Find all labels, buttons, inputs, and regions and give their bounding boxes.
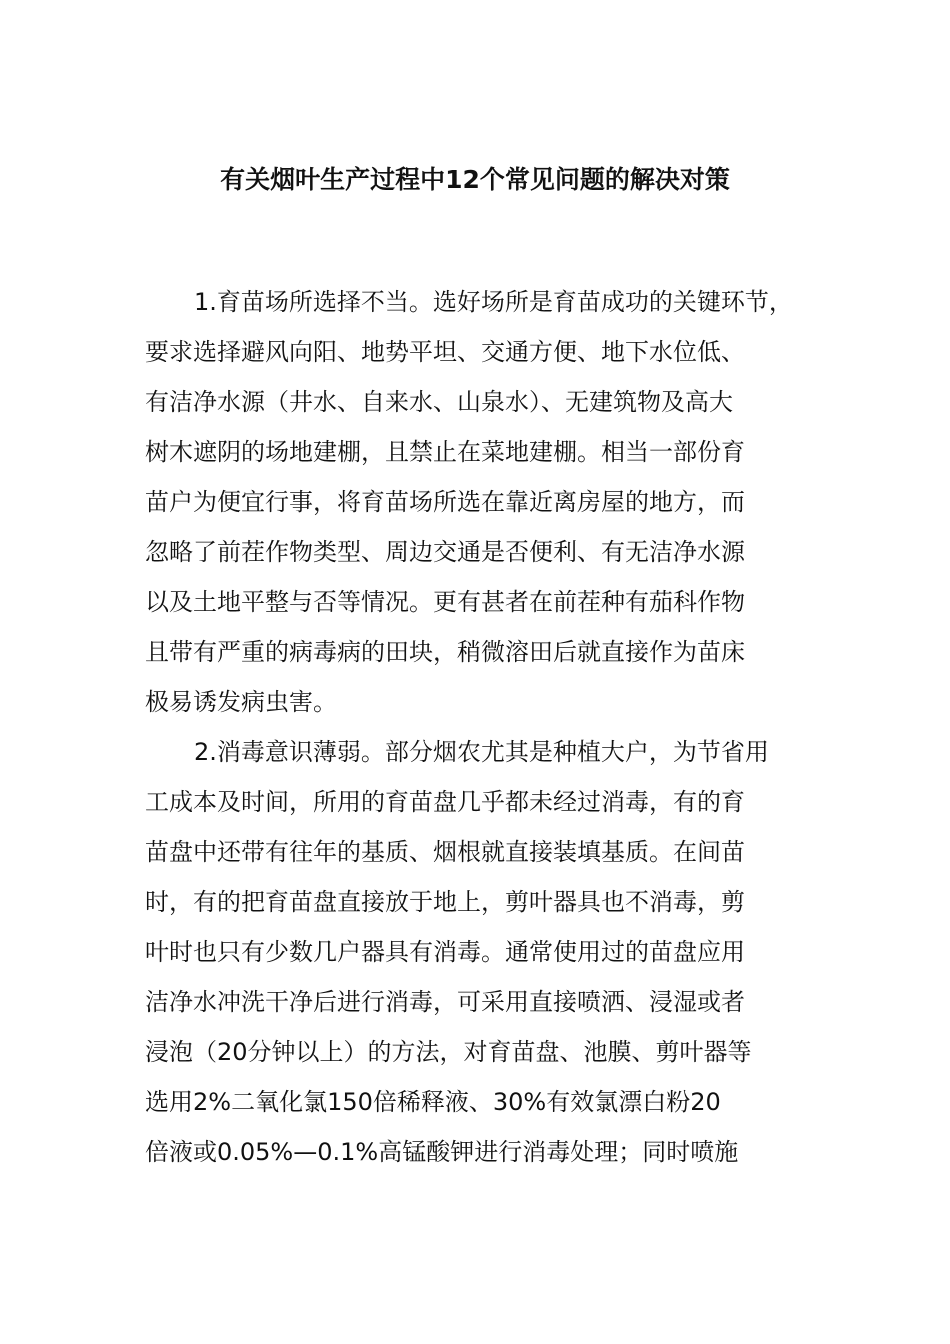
paragraph-line: 时，有的把育苗盘直接放于地上，剪叶器具也不消毒，剪 bbox=[145, 888, 745, 916]
paragraph-line: 浸泡（20分钟以上）的方法，对育苗盘、池膜、剪叶器等 bbox=[145, 1038, 752, 1066]
paragraph-line: 要求选择避风向阳、地势平坦、交通方便、地下水位低、 bbox=[145, 338, 745, 366]
paragraph-line: 倍液或0.05%—0.1%高锰酸钾进行消毒处理；同时喷施 bbox=[145, 1138, 739, 1166]
paragraph-line: 有洁净水源（井水、自来水、山泉水）、无建筑物及高大 bbox=[145, 388, 733, 416]
paragraph-line: 洁净水冲洗干净后进行消毒，可采用直接喷洒、浸湿或者 bbox=[145, 988, 745, 1016]
paragraph-line: 苗户为便宜行事，将育苗场所选在靠近离房屋的地方，而 bbox=[145, 488, 745, 516]
paragraph-line: 叶时也只有少数几户器具有消毒。通常使用过的苗盘应用 bbox=[145, 938, 745, 966]
paragraph-line: 2.消毒意识薄弱。部分烟农尤其是种植大户，为节省用 bbox=[194, 738, 769, 766]
paragraph-line: 极易诱发病虫害。 bbox=[145, 688, 337, 716]
paragraph-line: 忽略了前茬作物类型、周边交通是否便利、有无洁净水源 bbox=[145, 538, 745, 566]
document-title: 有关烟叶生产过程中12个常见问题的解决对策 bbox=[220, 165, 730, 194]
paragraph-line: 且带有严重的病毒病的田块，稍微溶田后就直接作为苗床 bbox=[145, 638, 745, 666]
paragraph-line: 苗盘中还带有往年的基质、烟根就直接装填基质。在间苗 bbox=[145, 838, 745, 866]
paragraph-line: 树木遮阴的场地建棚，且禁止在菜地建棚。相当一部份育 bbox=[145, 438, 745, 466]
paragraph-line: 选用2%二氧化氯150倍稀释液、30%有效氯漂白粉20 bbox=[145, 1088, 721, 1116]
paragraph-line: 以及土地平整与否等情况。更有甚者在前茬种有茄科作物 bbox=[145, 588, 745, 616]
paragraph-line: 工成本及时间，所用的育苗盘几乎都未经过消毒，有的育 bbox=[145, 788, 745, 816]
paragraph-line: 1.育苗场所选择不当。选好场所是育苗成功的关键环节， bbox=[194, 288, 793, 316]
